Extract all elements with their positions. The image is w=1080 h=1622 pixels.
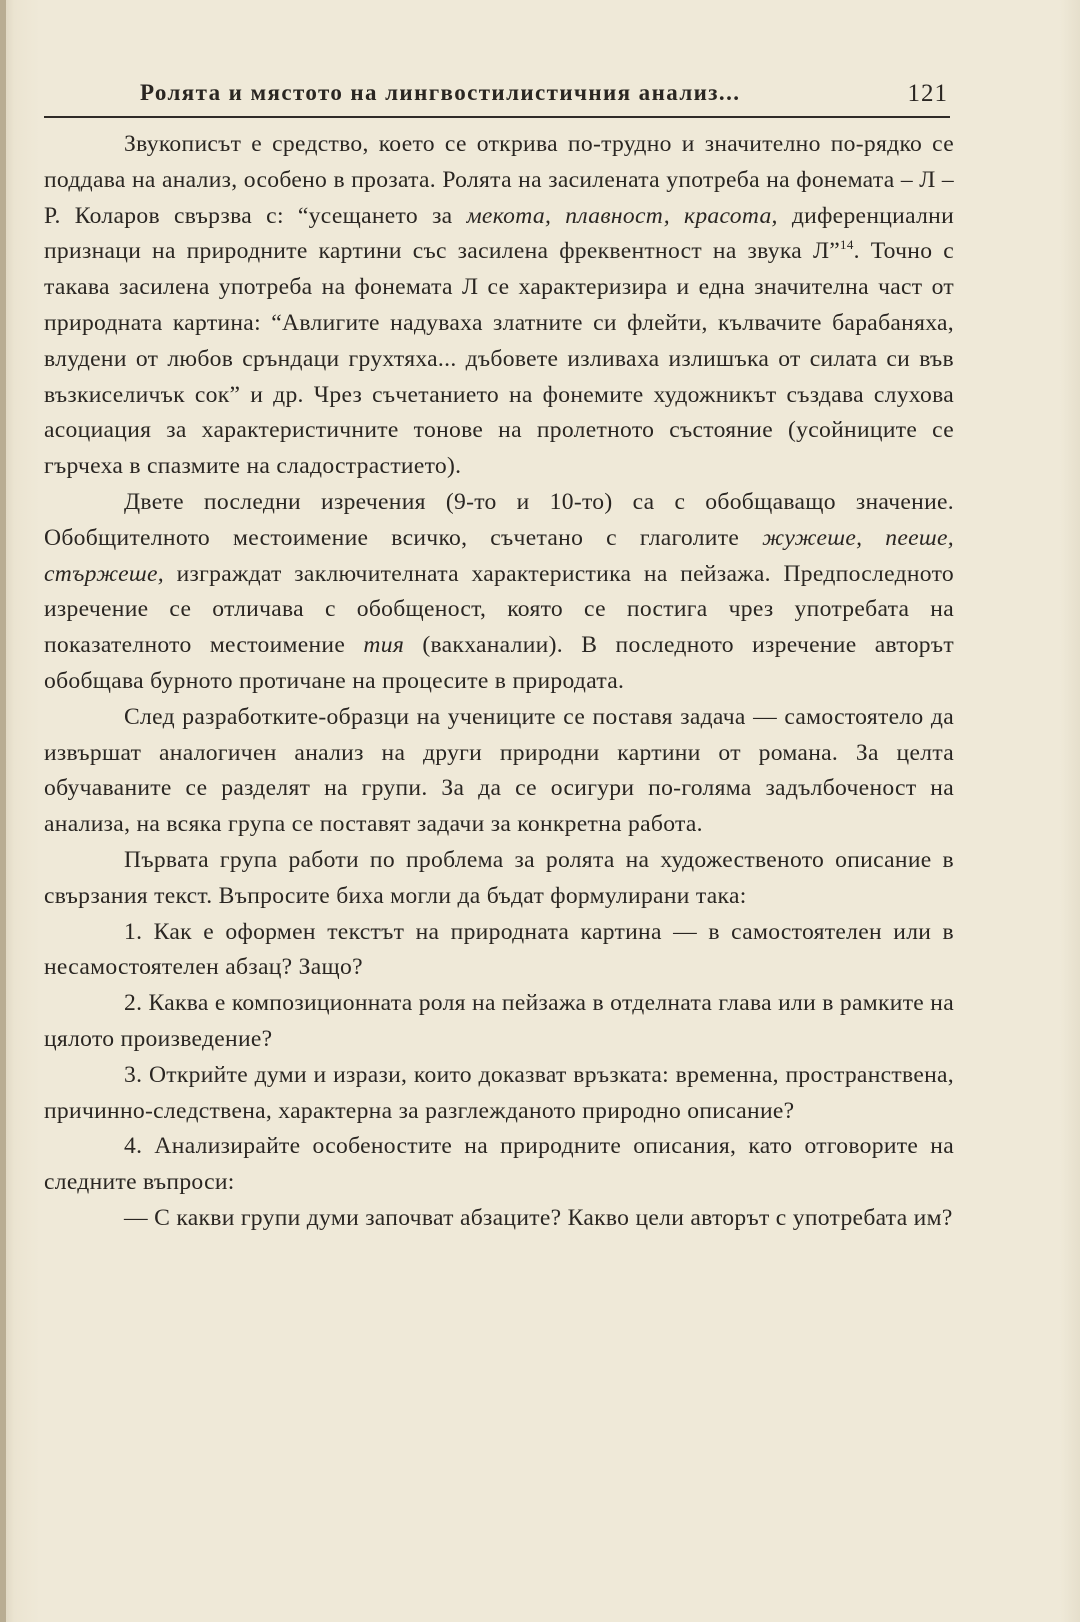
paragraph-first-group: Първата група работи по проблема за ролята на художественото описание в свързания текст. Въпросите биха могли да бъдат формулирани така: bbox=[44, 846, 954, 909]
italic-phrase: мекота, плавност, красота, bbox=[466, 202, 778, 229]
paragraph-text: . Точно с такава засилена употреба на фонемата Л се характеризира и една значителна част от природната картина: “Авлигите надуваха златните си флейти, кълвачите барабаняха, влудени от любов сръндаци грухтяха... дъбовете изливаха излишъка от силата си във възкиселичък сок” и др. Чрез съчетанието на фонемите художникът създава слухова асоциация за характеристичните тонове на пролетното състояние (усойниците се гърчеха в спазмите на сладострастието). bbox=[44, 238, 954, 480]
paragraph-sound-writing bbox=[44, 127, 954, 485]
running-title: Ролята и мястото на лингвостилистичния анализ... bbox=[140, 80, 741, 105]
paragraph-text: Звукописът е средство, което се открива по-трудно и значително по-рядко се поддава на анализ, особено в прозата. Ролята на засилената употреба на фонемата – Л – Р. Коларов свързва с: “усещането за bbox=[44, 131, 954, 229]
question-1: 1. Как е оформен текстът на природната картина — в самостоятелен или в несамостоятелен абзац? Защо? bbox=[44, 918, 954, 981]
question-3: 3. Открийте думи и изрази, които доказват връзката: временна, пространствена, причинно-следствена, характерна за разглежданото природно описание? bbox=[44, 1061, 954, 1124]
paragraph-text: изграждат заключителната характеристика на пейзажа. Предпоследното изречение се отличава с обобщеност, която се постига чрез употребата на показателното местоимение bbox=[44, 560, 954, 659]
page-number: 121 bbox=[907, 80, 948, 107]
running-header bbox=[44, 76, 950, 118]
page-body bbox=[44, 127, 954, 1237]
paragraph-text: диференциални признаци на природните картини със засилена фреквентност на звука Л” bbox=[44, 202, 955, 265]
footnote-ref: 14 bbox=[840, 237, 854, 253]
paragraph-group-task: След разработките-образци на учениците се поставя задача — самостоятело да извършат аналогичен анализ на други природни картини от романа. За целта обучаваните се разделят на групи. За да се осигури по-голяма задълбоченост на анализа, на всяка група се поставят задачи за конкретна работа. bbox=[44, 703, 954, 838]
italic-phrase: тия bbox=[363, 632, 405, 659]
paragraph-text: Двете последни изречения (9-то и 10-то) са с обобщаващо значение. Обобщителното местоимение всичко, съчетано с глаголите bbox=[44, 488, 954, 551]
page-binding-edge bbox=[0, 0, 6, 1622]
question-4-subitem: — С какви групи думи започват абзаците? Какво цели авторът с употребата им? bbox=[124, 1204, 953, 1231]
paragraph-final-sentences bbox=[44, 485, 954, 700]
question-4: 4. Анализирайте особеностите на природните описания, като отговорите на следните въпроси: bbox=[44, 1133, 954, 1196]
question-2: 2. Каква е композиционната роля на пейзажа в отделната глава или в рамките на цялото произведение? bbox=[44, 990, 954, 1052]
paragraph-text: (вакханалии). В последното изречение авторът обобщава бурното протичане на процесите в природата. bbox=[44, 632, 954, 694]
italic-phrase: жужеше, пееше, стържеше, bbox=[44, 524, 954, 587]
